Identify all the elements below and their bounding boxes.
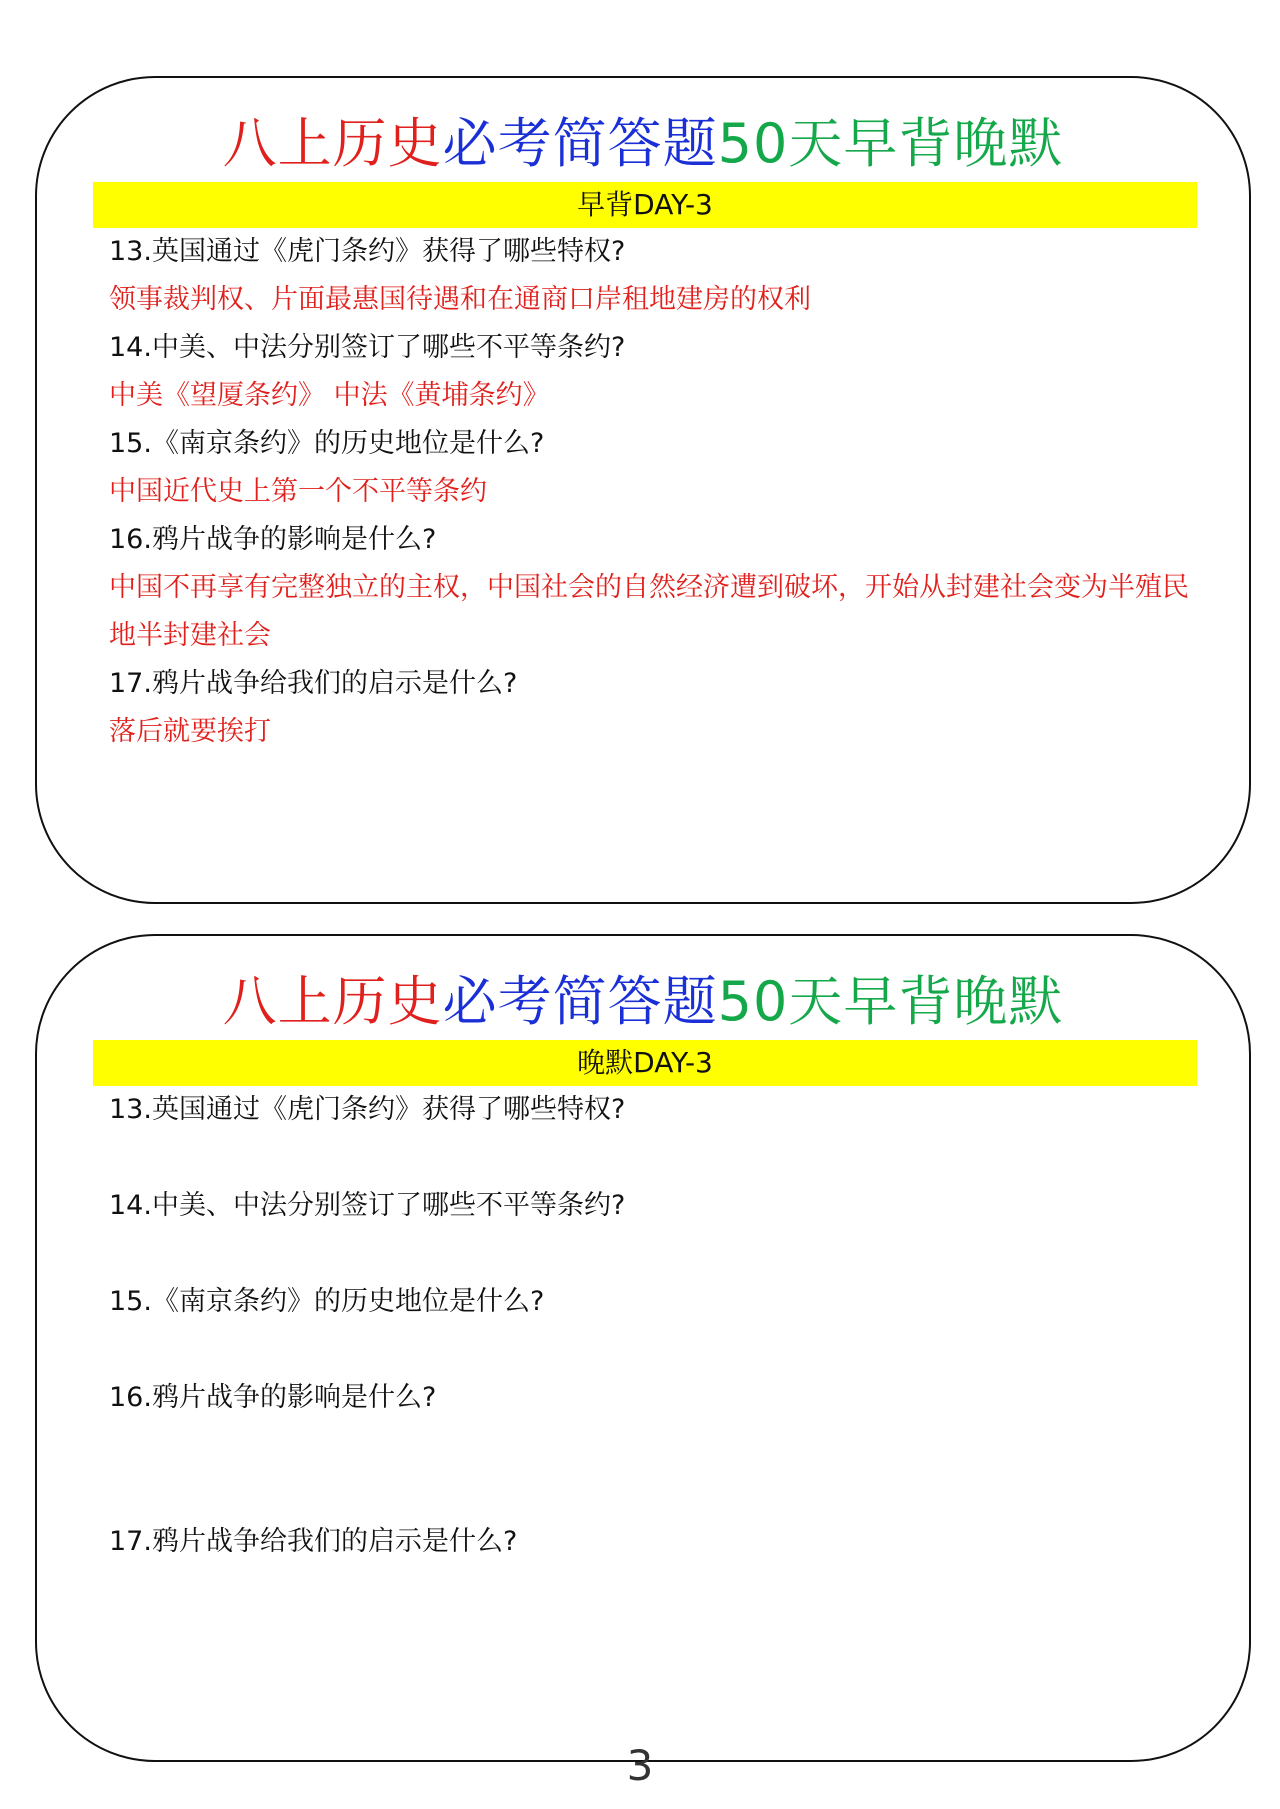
question-13: 13.英国通过《虎门条约》获得了哪些特权? [109, 1094, 626, 1125]
title-part-type: 必考简答题 [442, 112, 718, 175]
answer-space [109, 1326, 1193, 1374]
title-part-plan: 50天早背晚默 [717, 112, 1064, 175]
question-15: 15.《南京条约》的历史地位是什么? [109, 428, 545, 459]
question-16: 16.鸦片战争的影响是什么? [109, 1382, 437, 1413]
title-part-type: 必考简答题 [442, 970, 718, 1033]
answer-17: 落后就要挨打 [109, 716, 271, 747]
page-number: 3 [626, 1741, 654, 1790]
morning-banner: 早背DAY-3 [93, 182, 1197, 228]
answer-space [109, 1422, 1193, 1518]
question-13: 13.英国通过《虎门条约》获得了哪些特权? [109, 236, 626, 267]
evening-qa-list [109, 1086, 1193, 1566]
question-14: 14.中美、中法分别签订了哪些不平等条约? [109, 1190, 626, 1221]
question-14: 14.中美、中法分别签订了哪些不平等条约? [109, 332, 626, 363]
answer-15: 中国近代史上第一个不平等条约 [109, 476, 487, 507]
answer-space [109, 1230, 1193, 1278]
evening-card [35, 934, 1251, 1762]
answer-space [109, 1134, 1193, 1182]
title-part-plan: 50天早背晚默 [717, 970, 1064, 1033]
morning-qa-list [109, 228, 1193, 756]
answer-13: 领事裁判权、片面最惠国待遇和在通商口岸租地建房的权利 [109, 284, 811, 315]
question-15: 15.《南京条约》的历史地位是什么? [109, 1286, 545, 1317]
answer-16: 中国不再享有完整独立的主权，中国社会的自然经济遭到破坏，开始从封建社会变为半殖民地半封建社会 [109, 572, 1189, 651]
card-title [37, 964, 1249, 1040]
question-17: 17.鸦片战争给我们的启示是什么? [109, 668, 518, 699]
question-16: 16.鸦片战争的影响是什么? [109, 524, 437, 555]
question-17: 17.鸦片战争给我们的启示是什么? [109, 1526, 518, 1557]
answer-14: 中美《望厦条约》 中法《黄埔条约》 [109, 380, 550, 411]
card-title [37, 106, 1249, 182]
title-part-subject: 八上历史 [222, 970, 443, 1033]
evening-banner: 晚默DAY-3 [93, 1040, 1197, 1086]
morning-card [35, 76, 1251, 904]
title-part-subject: 八上历史 [222, 112, 443, 175]
